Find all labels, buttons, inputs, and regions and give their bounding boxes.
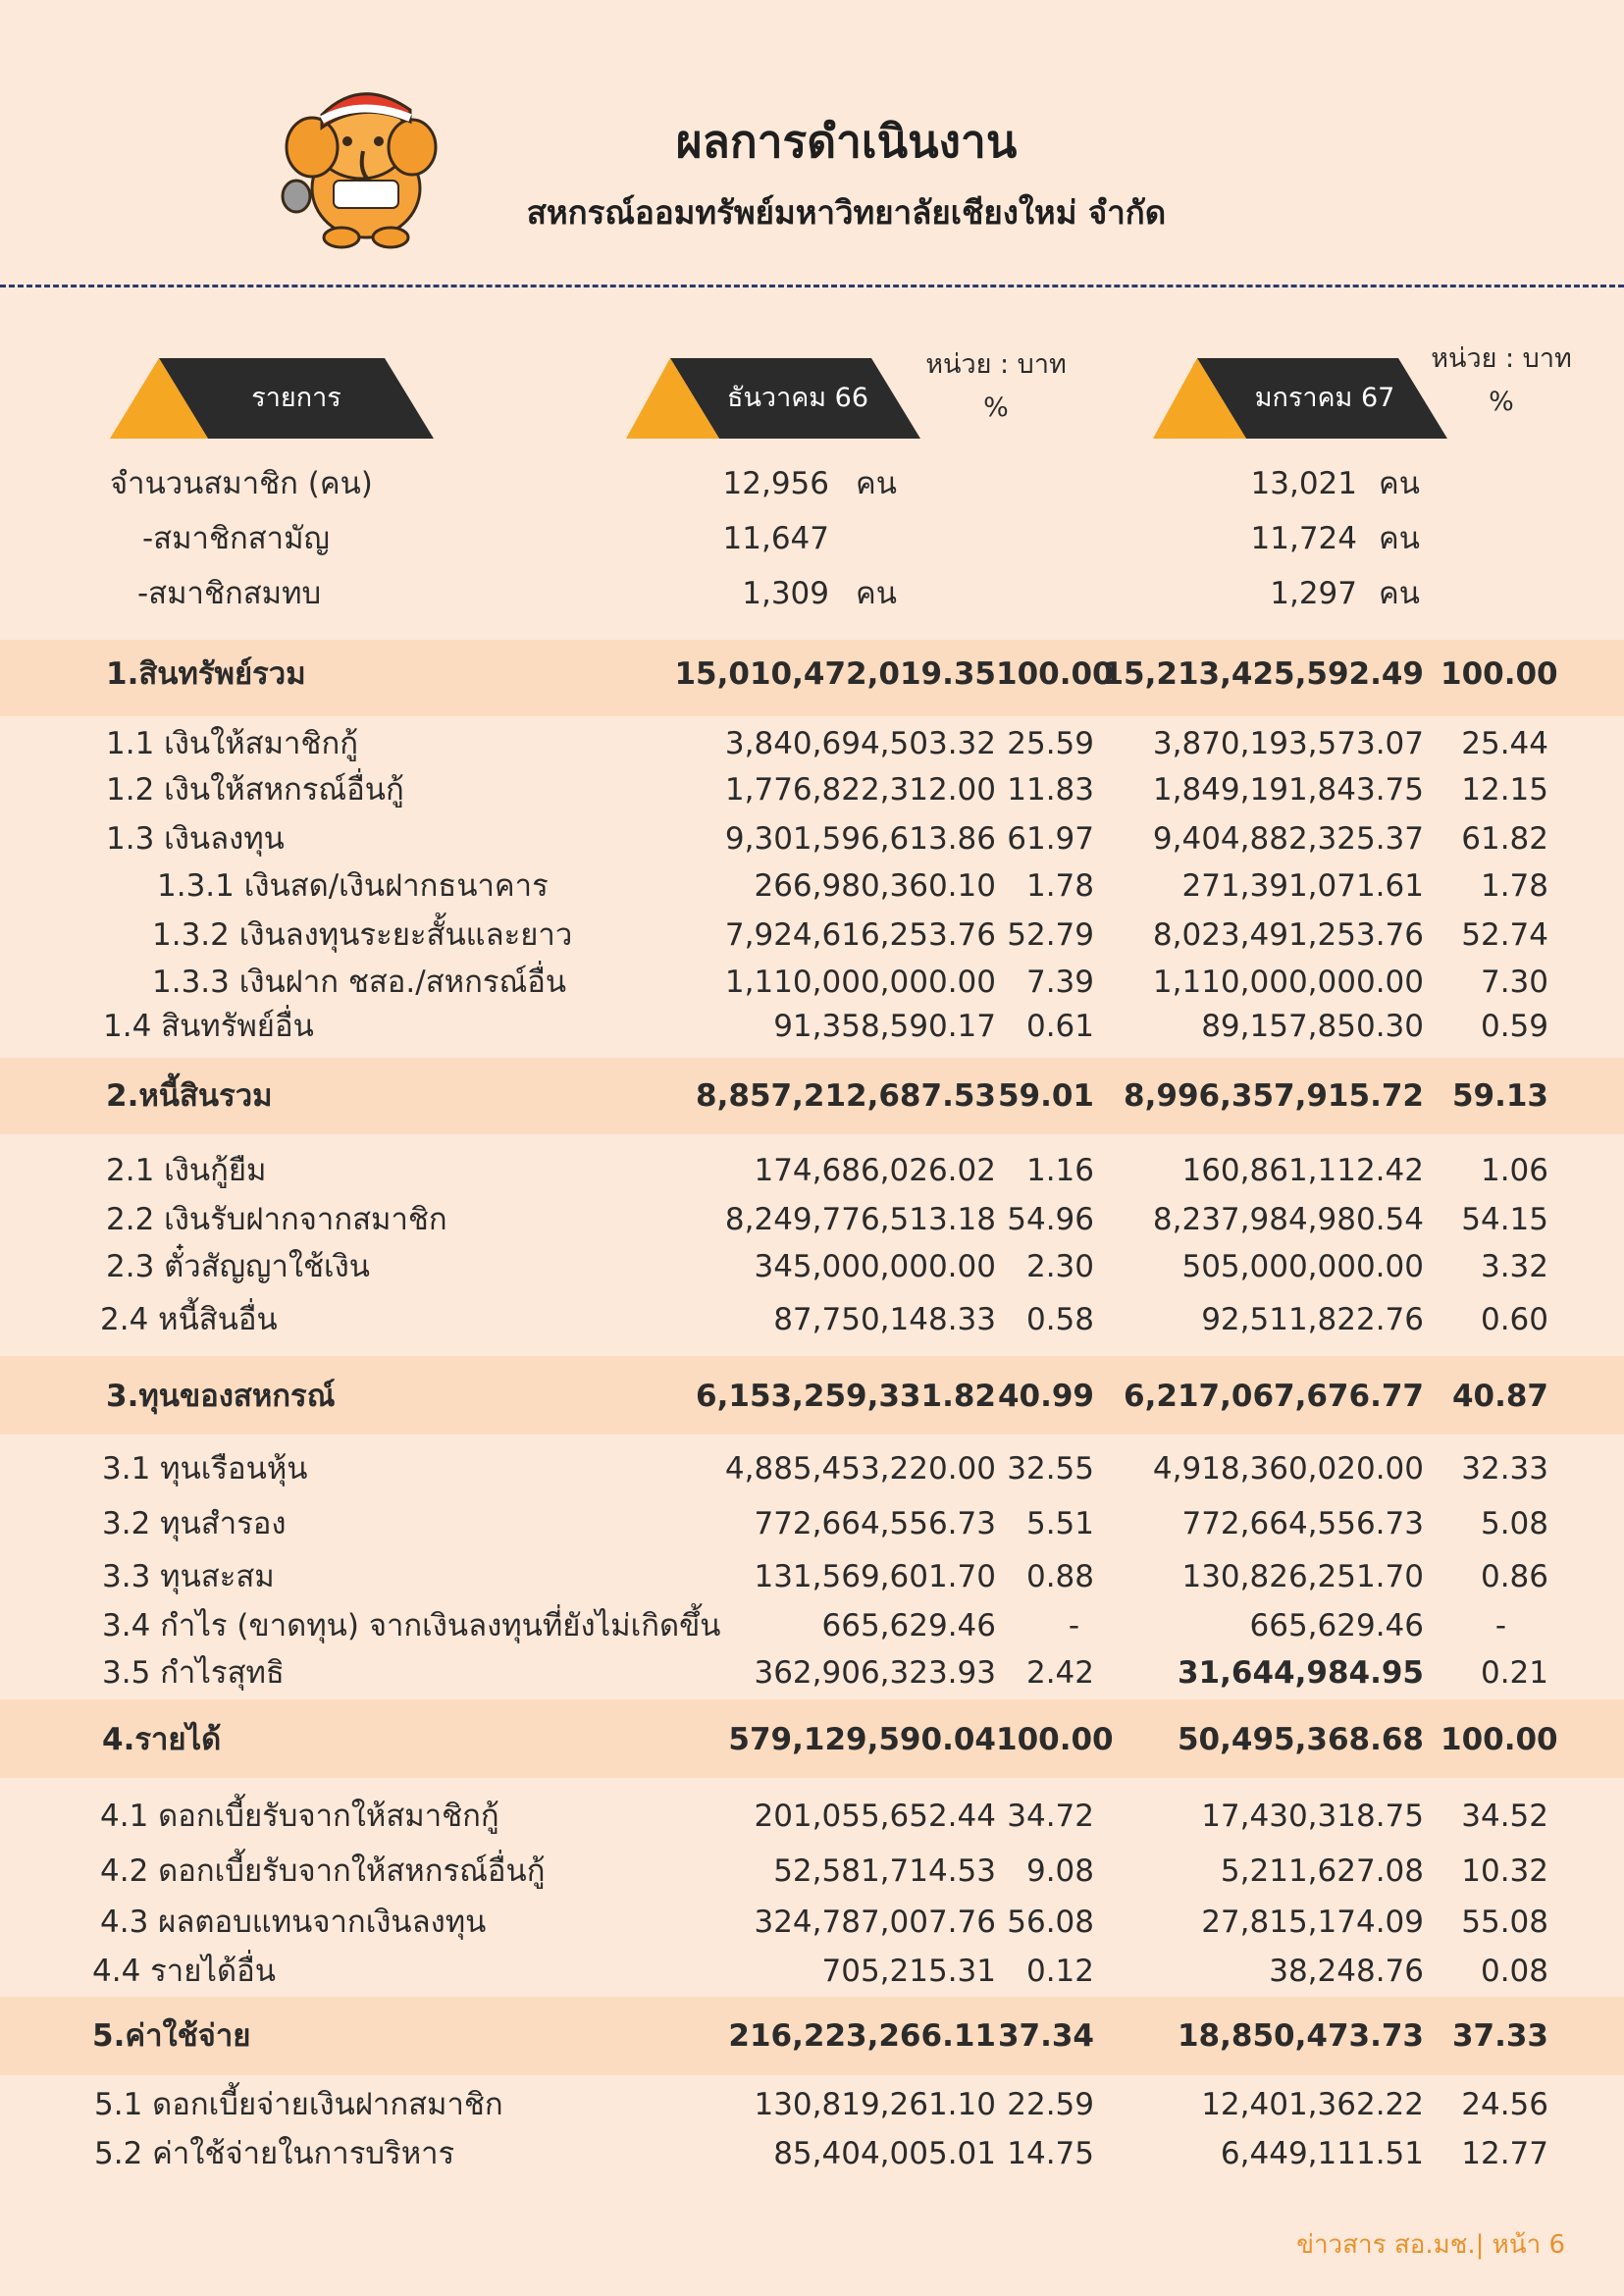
row-percent-period2: 0.86: [1480, 1559, 1548, 1594]
row-value-period2: 38,248.76: [1269, 1954, 1424, 1989]
member-unit-period2: คน: [1379, 521, 1420, 556]
table-row: [0, 1900, 1624, 1945]
row-value-period1: 3,840,694,503.32: [724, 726, 996, 761]
row-value-period1: 130,819,261.10: [754, 2087, 996, 2122]
row-value-period1: 665,629.46: [821, 1608, 996, 1644]
row-value-period2: 27,815,174.09: [1201, 1905, 1424, 1940]
unit-label-period2: [1418, 338, 1585, 424]
row-value-period1: 266,980,360.10: [754, 868, 996, 904]
table-row: [0, 1849, 1624, 1894]
row-value-period2: 1,849,191,843.75: [1152, 772, 1424, 808]
row-value-period1: 4,885,453,220.00: [724, 1451, 996, 1487]
row-value-period2: 17,430,318.75: [1201, 1799, 1424, 1834]
row-percent-period1: 54.96: [1007, 1202, 1094, 1237]
row-percent-period2: 55.08: [1461, 1905, 1548, 1940]
row-percent-period2: 25.44: [1461, 726, 1548, 761]
table-row: [0, 2082, 1624, 2127]
table-row: [0, 721, 1624, 766]
row-percent-period2: 40.87: [1451, 1379, 1548, 1414]
unit-percent-label: %: [1489, 387, 1514, 417]
table-row: [0, 816, 1624, 861]
row-label: 1.1 เงินให้สมาชิกกู้: [106, 726, 358, 761]
table-row: [0, 1650, 1624, 1696]
row-label: 2.หนี้สินรวม: [106, 1078, 273, 1114]
row-percent-period1: 34.72: [1007, 1799, 1094, 1834]
row-value-period2: 3,870,193,573.07: [1152, 726, 1424, 761]
column-header-item-label: รายการ: [251, 383, 341, 413]
row-label: 5.ค่าใช้จ่าย: [92, 2018, 251, 2054]
page-title: ผลการดำเนินงาน: [675, 115, 1018, 168]
row-percent-period2: 59.13: [1451, 1078, 1548, 1114]
row-label: 1.3.1 เงินสด/เงินฝากธนาคาร: [157, 868, 549, 904]
row-value-period1: 1,110,000,000.00: [724, 965, 996, 1000]
dashed-divider: [0, 285, 1624, 287]
table-row: [0, 2131, 1624, 2176]
member-label: -สมาชิกสามัญ: [142, 521, 330, 556]
row-value-period1: 87,750,148.33: [773, 1302, 996, 1337]
unit-label-period1: [913, 343, 1079, 430]
table-row: [0, 1949, 1624, 1994]
row-percent-period2: 37.33: [1451, 2018, 1548, 2054]
table-row: [0, 1004, 1624, 1049]
row-label: 1.4 สินทรัพย์อื่น: [103, 1009, 314, 1044]
table-row: [0, 2013, 1624, 2059]
row-percent-period2: 32.33: [1461, 1451, 1548, 1487]
row-percent-period2: 7.30: [1480, 965, 1548, 1000]
row-percent-period2: 54.15: [1461, 1202, 1548, 1237]
table-row: [0, 1554, 1624, 1599]
column-header-period2-label: มกราคม 67: [1254, 383, 1395, 413]
row-label: 2.4 หนี้สินอื่น: [100, 1302, 278, 1337]
row-value-period2: 92,511,822.76: [1201, 1302, 1424, 1337]
row-percent-period2: 24.56: [1461, 2087, 1548, 2122]
member-label: -สมาชิกสมทบ: [137, 576, 322, 611]
row-value-period2: 8,237,984,980.54: [1152, 1202, 1424, 1237]
row-percent-period1: 7.39: [1025, 965, 1094, 1000]
row-percent-period1: 2.42: [1025, 1655, 1094, 1691]
row-percent-period1: 22.59: [1007, 2087, 1094, 2122]
table-row: [0, 1501, 1624, 1546]
unit-baht-label: หน่วย : บาท: [1431, 343, 1572, 374]
member-unit-period1: คน: [856, 576, 897, 611]
row-label: 2.2 เงินรับฝากจากสมาชิก: [106, 1202, 447, 1237]
row-label: 3.3 ทุนสะสม: [102, 1559, 275, 1594]
row-value-period1: 7,924,616,253.76: [724, 917, 996, 953]
row-label: 3.1 ทุนเรือนหุ้น: [102, 1451, 308, 1487]
row-label: 4.2 ดอกเบี้ยรับจากให้สหกรณ์อื่นกู้: [100, 1853, 546, 1889]
member-row: [0, 571, 1624, 616]
member-count-period2: 13,021: [1250, 466, 1357, 501]
row-percent-period1: 9.08: [1025, 1853, 1094, 1889]
member-count-period1: 1,309: [742, 576, 829, 611]
row-value-period2: 6,217,067,676.77: [1124, 1379, 1424, 1414]
member-count-period2: 1,297: [1270, 576, 1357, 611]
row-percent-period1: 1.78: [1025, 868, 1094, 904]
row-percent-period2: 5.08: [1480, 1506, 1548, 1541]
row-value-period2: 130,826,251.70: [1181, 1559, 1424, 1594]
row-percent-period1: 5.51: [1025, 1506, 1094, 1541]
row-percent-period2: 52.74: [1461, 917, 1548, 953]
row-value-period2: 772,664,556.73: [1181, 1506, 1424, 1541]
row-percent-period2: 1.06: [1480, 1153, 1548, 1188]
row-label: 4.1 ดอกเบี้ยรับจากให้สมาชิกกู้: [100, 1799, 499, 1834]
page-subtitle: สหกรณ์ออมทรัพย์มหาวิทยาลัยเชียงใหม่ จำกัด: [526, 193, 1167, 232]
row-label: 3.2 ทุนสำรอง: [102, 1506, 287, 1541]
row-percent-period2: 0.59: [1480, 1009, 1548, 1044]
row-label: 4.4 รายได้อื่น: [92, 1954, 276, 1989]
row-percent-period1: 11.83: [1007, 772, 1094, 808]
table-row: [0, 863, 1624, 909]
row-value-period1: 579,129,590.04: [728, 1722, 996, 1757]
row-value-period1: 9,301,596,613.86: [724, 821, 996, 857]
row-value-period1: 85,404,005.01: [773, 2136, 996, 2171]
row-percent-period1: -: [1068, 1608, 1079, 1644]
row-percent-period1: 56.08: [1007, 1905, 1094, 1940]
row-value-period2: 8,023,491,253.76: [1152, 917, 1424, 953]
row-value-period1: 705,215.31: [821, 1954, 996, 1989]
table-row: [0, 1197, 1624, 1242]
row-value-period1: 131,569,601.70: [754, 1559, 996, 1594]
row-percent-period1: 40.99: [997, 1379, 1094, 1414]
row-value-period2: 12,401,362.22: [1201, 2087, 1424, 2122]
row-value-period1: 345,000,000.00: [754, 1249, 996, 1284]
table-row: [0, 1244, 1624, 1289]
column-header-item: [110, 358, 434, 439]
row-percent-period2: 0.08: [1480, 1954, 1548, 1989]
row-percent-period1: 59.01: [997, 1078, 1094, 1114]
table-row: [0, 652, 1624, 697]
row-percent-period2: 10.32: [1461, 1853, 1548, 1889]
row-percent-period2: 12.15: [1461, 772, 1548, 808]
row-percent-period1: 61.97: [1007, 821, 1094, 857]
row-percent-period2: 1.78: [1480, 868, 1548, 904]
row-percent-period1: 52.79: [1007, 917, 1094, 953]
table-row: [0, 1374, 1624, 1419]
row-percent-period2: 3.32: [1480, 1249, 1548, 1284]
row-label: 5.2 ค่าใช้จ่ายในการบริหาร: [94, 2136, 455, 2171]
row-value-period2: 8,996,357,915.72: [1124, 1078, 1424, 1114]
table-row: [0, 1603, 1624, 1648]
row-percent-period1: 14.75: [1007, 2136, 1094, 2171]
row-label: 4.รายได้: [102, 1722, 222, 1757]
row-value-period2: 1,110,000,000.00: [1152, 965, 1424, 1000]
row-label: 4.3 ผลตอบแทนจากเงินลงทุน: [100, 1905, 487, 1940]
row-value-period2: 5,211,627.08: [1220, 1853, 1424, 1889]
table-row: [0, 1717, 1624, 1762]
row-percent-period2: 34.52: [1461, 1799, 1548, 1834]
row-percent-period1: 0.58: [1025, 1302, 1094, 1337]
unit-baht-label: หน่วย : บาท: [925, 349, 1067, 380]
row-label: 3.4 กำไร (ขาดทุน) จากเงินลงทุนที่ยังไม่เกิดขึ้น: [102, 1608, 721, 1644]
member-unit-period2: คน: [1379, 576, 1420, 611]
row-value-period1: 1,776,822,312.00: [724, 772, 996, 808]
table-row: [0, 767, 1624, 812]
row-percent-period1: 100.00: [996, 656, 1114, 692]
row-label: 5.1 ดอกเบี้ยจ่ายเงินฝากสมาชิก: [94, 2087, 503, 2122]
row-percent-period1: 0.88: [1025, 1559, 1094, 1594]
row-value-period2: 18,850,473.73: [1177, 2018, 1424, 2054]
row-value-period1: 362,906,323.93: [754, 1655, 996, 1691]
row-percent-period2: -: [1494, 1608, 1506, 1644]
row-value-period1: 772,664,556.73: [754, 1506, 996, 1541]
row-value-period2: 50,495,368.68: [1177, 1722, 1424, 1757]
row-percent-period1: 25.59: [1007, 726, 1094, 761]
row-percent-period1: 100.00: [996, 1722, 1114, 1757]
table-row: [0, 913, 1624, 958]
row-percent-period2: 0.60: [1480, 1302, 1548, 1337]
row-value-period1: 216,223,266.11: [728, 2018, 996, 2054]
row-percent-period2: 61.82: [1461, 821, 1548, 857]
unit-percent-label: %: [983, 392, 1009, 423]
row-label: 1.2 เงินให้สหกรณ์อื่นกู้: [106, 772, 404, 808]
table-row: [0, 1297, 1624, 1342]
row-percent-period2: 12.77: [1461, 2136, 1548, 2171]
row-percent-period1: 0.12: [1025, 1954, 1094, 1989]
member-unit-period1: คน: [856, 466, 897, 501]
row-value-period2: 31,644,984.95: [1177, 1655, 1424, 1691]
row-value-period1: 8,249,776,513.18: [724, 1202, 996, 1237]
row-percent-period1: 1.16: [1025, 1153, 1094, 1188]
row-value-period2: 160,861,112.42: [1181, 1153, 1424, 1188]
table-row: [0, 960, 1624, 1005]
column-header-period1-label: ธันวาคม 66: [726, 383, 869, 413]
row-value-period1: 174,686,026.02: [754, 1153, 996, 1188]
row-percent-period2: 100.00: [1441, 656, 1558, 692]
row-label: 1.สินทรัพย์รวม: [106, 656, 306, 692]
row-label: 2.3 ตั๋วสัญญาใช้เงิน: [106, 1249, 370, 1284]
table-row: [0, 1148, 1624, 1193]
row-value-period2: 15,213,425,592.49: [1102, 656, 1424, 692]
member-unit-period2: คน: [1379, 466, 1420, 501]
table-row: [0, 1073, 1624, 1119]
table-row: [0, 1794, 1624, 1839]
row-label: 2.1 เงินกู้ยืม: [106, 1153, 267, 1188]
row-value-period1: 15,010,472,019.35: [674, 656, 996, 692]
row-label: 1.3 เงินลงทุน: [106, 821, 285, 857]
row-label: 1.3.3 เงินฝาก ชสอ./สหกรณ์อื่น: [152, 965, 567, 1000]
row-value-period2: 89,157,850.30: [1201, 1009, 1424, 1044]
member-label: จำนวนสมาชิก (คน): [110, 466, 373, 501]
row-percent-period1: 32.55: [1007, 1451, 1094, 1487]
row-value-period2: 665,629.46: [1249, 1608, 1424, 1644]
column-header-period2: [1153, 358, 1447, 439]
row-value-period1: 6,153,259,331.82: [696, 1379, 996, 1414]
row-value-period2: 4,918,360,020.00: [1152, 1451, 1424, 1487]
row-label: 3.5 กำไรสุทธิ: [102, 1655, 285, 1691]
table-row: [0, 1446, 1624, 1491]
member-row: [0, 516, 1624, 561]
row-value-period1: 91,358,590.17: [773, 1009, 996, 1044]
row-value-period2: 505,000,000.00: [1181, 1249, 1424, 1284]
row-value-period1: 52,581,714.53: [773, 1853, 996, 1889]
member-count-period1: 12,956: [722, 466, 829, 501]
row-percent-period1: 0.61: [1025, 1009, 1094, 1044]
row-value-period2: 6,449,111.51: [1220, 2136, 1424, 2171]
row-value-period2: 271,391,071.61: [1181, 868, 1424, 904]
member-count-period1: 11,647: [722, 521, 829, 556]
row-value-period1: 201,055,652.44: [754, 1799, 996, 1834]
row-value-period1: 8,857,212,687.53: [696, 1078, 996, 1114]
row-value-period1: 324,787,007.76: [754, 1905, 996, 1940]
member-row: [0, 461, 1624, 506]
row-percent-period2: 0.21: [1480, 1655, 1548, 1691]
row-percent-period2: 100.00: [1441, 1722, 1558, 1757]
row-percent-period1: 2.30: [1025, 1249, 1094, 1284]
footer-page-label: ข่าวสาร สอ.มช.| หน้า 6: [1296, 2230, 1565, 2260]
row-label: 1.3.2 เงินลงทุนระยะสั้นและยาว: [152, 917, 573, 953]
column-header-period1: [626, 358, 920, 439]
member-count-period2: 11,724: [1250, 521, 1357, 556]
row-label: 3.ทุนของสหกรณ์: [106, 1379, 336, 1414]
row-percent-period1: 37.34: [997, 2018, 1094, 2054]
row-value-period2: 9,404,882,325.37: [1152, 821, 1424, 857]
